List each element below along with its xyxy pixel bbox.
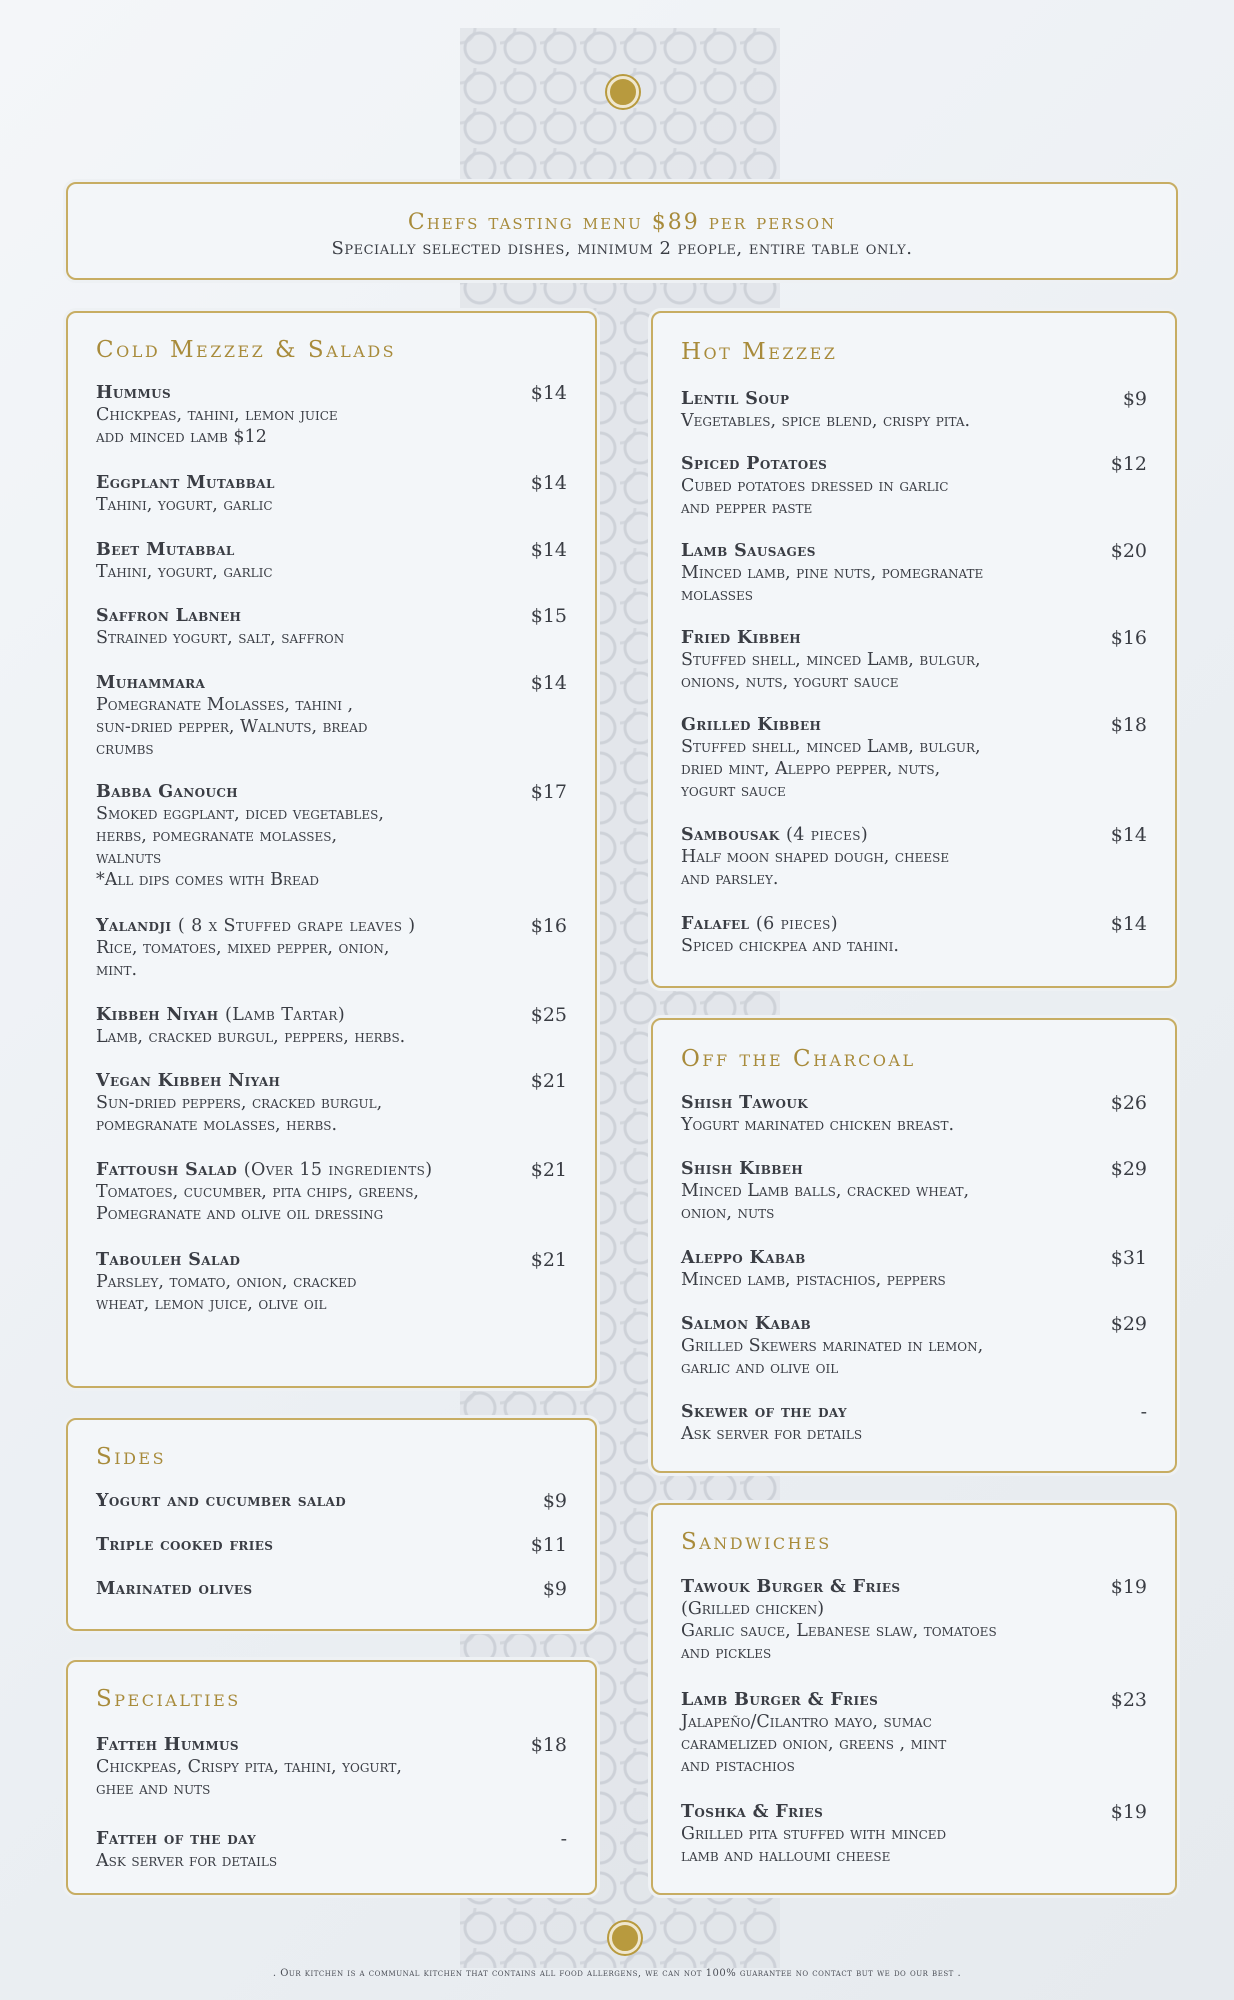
item-name: [681, 1313, 1147, 1335]
item-name: [681, 627, 1147, 649]
item-name: [681, 1576, 1147, 1598]
item-name-text: Shish Kibbeh: [681, 1159, 804, 1179]
menu-item: [681, 1313, 1147, 1379]
item-price: $18: [1110, 714, 1147, 736]
item-description: Strained yogurt, salt, saffron: [96, 628, 345, 648]
item-description: lamb and halloumi cheese: [681, 1846, 891, 1866]
item-name-text: Salmon Kabab: [681, 1314, 812, 1334]
item-name: [681, 540, 1147, 562]
menu-item: [96, 472, 567, 516]
item-price: $9: [542, 1578, 567, 1600]
item-description: Smoked eggplant, diced vegetables,: [96, 804, 384, 824]
item-price: $14: [1110, 824, 1147, 846]
item-price: $21: [530, 1070, 567, 1092]
section-sides: [66, 1418, 597, 1631]
item-name-text: Eggplant Mutabbal: [96, 473, 275, 493]
item-description: caramelized onion, greens , mint: [681, 1734, 947, 1754]
item-name-text: Beet Mutabbal: [96, 540, 235, 560]
item-name-text: Babba Ganouch: [96, 782, 239, 802]
item-price: $14: [530, 472, 567, 494]
item-name-text: Aleppo Kabab: [681, 1248, 806, 1268]
item-name: [96, 472, 567, 494]
item-description: (Grilled chicken): [681, 1599, 825, 1619]
item-name-text: Skewer of the day: [681, 1402, 847, 1422]
menu-item: [681, 1689, 1147, 1777]
section-cold-mezzez: [66, 311, 597, 1388]
menu-item: [96, 1070, 567, 1136]
menu-item: [96, 539, 567, 583]
item-name: [681, 1247, 1147, 1269]
item-price: $31: [1110, 1247, 1147, 1269]
menu-item: [681, 913, 1147, 957]
item-description: onions, nuts, yogurt sauce: [681, 672, 899, 692]
item-description: Lamb, cracked burgul, peppers, herbs.: [96, 1027, 406, 1047]
item-description: ghee and nuts: [96, 1779, 211, 1799]
item-name: [96, 781, 567, 803]
item-name-text: Shish Tawouk: [681, 1093, 809, 1113]
item-description: Minced lamb, pistachios, peppers: [681, 1270, 946, 1290]
item-description: Sun-dried peppers, cracked burgul,: [96, 1093, 383, 1113]
item-description: sun-dried pepper, Walnuts, bread: [96, 717, 368, 737]
section-title: Off the Charcoal: [681, 1046, 916, 1072]
item-price: $16: [1110, 627, 1147, 649]
item-name-text: Triple cooked fries: [96, 1535, 274, 1555]
item-name: [96, 1490, 567, 1512]
menu-item: [96, 605, 567, 649]
menu-item: [681, 627, 1147, 693]
section-title: Cold Mezzez & Salads: [96, 337, 397, 363]
menu-item: [96, 1004, 567, 1048]
item-description: dried mint, Aleppo pepper, nuts,: [681, 759, 941, 779]
item-price: $11: [530, 1534, 567, 1556]
item-name: [96, 915, 567, 937]
item-description: mint.: [96, 960, 138, 980]
item-description: Chickpeas, tahini, lemon juice: [96, 405, 338, 425]
item-price: $26: [1110, 1092, 1147, 1114]
tasting-menu-banner: [66, 182, 1178, 280]
item-description: pomegranate molasses, herbs.: [96, 1115, 338, 1135]
item-name-text: Saffron Labneh: [96, 606, 242, 626]
item-name: [681, 388, 1147, 410]
item-description: Half moon shaped dough, cheese: [681, 847, 950, 867]
item-description: Minced lamb, pine nuts, pomegranate: [681, 563, 984, 583]
item-name: [681, 1801, 1147, 1823]
item-name: [96, 1534, 567, 1556]
item-description: and pickles: [681, 1643, 772, 1663]
section-off-the-charcoal: [651, 1018, 1177, 1473]
item-name: [681, 1092, 1147, 1114]
item-price: -: [1140, 1401, 1147, 1423]
item-name: [681, 714, 1147, 736]
item-price: $14: [530, 382, 567, 404]
menu-item: [681, 388, 1147, 432]
item-price: $20: [1110, 540, 1147, 562]
item-price: $29: [1110, 1158, 1147, 1180]
item-description: Tahini, yogurt, garlic: [96, 562, 273, 582]
menu-item: [681, 1576, 1147, 1664]
item-name: [96, 539, 567, 561]
item-price: $17: [530, 781, 567, 803]
item-note: ( 8 x Stuffed grape leaves ): [177, 916, 416, 936]
item-name-text: Vegan Kibbeh Niyah: [96, 1071, 281, 1091]
menu-item: [96, 382, 567, 448]
menu-item: [681, 1158, 1147, 1224]
menu-item: [96, 781, 567, 891]
menu-item: [96, 1534, 567, 1556]
menu-item: [681, 714, 1147, 802]
menu-item: [96, 1249, 567, 1315]
item-note: (Lamb Tartar): [225, 1005, 346, 1025]
item-name-text: Fattoush Salad: [96, 1160, 238, 1180]
item-name: [96, 1578, 567, 1600]
item-name-text: Tawouk Burger & Fries: [681, 1577, 901, 1597]
item-description: add minced lamb $12: [96, 427, 267, 447]
item-name: [681, 1401, 1147, 1423]
medallion-bottom-icon: [609, 1922, 641, 1954]
item-name: [681, 824, 1147, 846]
section-title: Hot Mezzez: [681, 339, 838, 365]
item-description: and pepper paste: [681, 498, 813, 518]
item-name-text: Yogurt and cucumber salad: [96, 1491, 347, 1511]
item-description: crumbs: [96, 739, 154, 759]
item-name-text: Lamb Sausages: [681, 541, 816, 561]
tasting-menu-subtitle: Specially selected dishes, minimum 2 people, entire table only.: [331, 238, 913, 259]
item-description: Pomegranate and olive oil dressing: [96, 1204, 384, 1224]
item-description: Parsley, tomato, onion, cracked: [96, 1272, 357, 1292]
item-name: [96, 1070, 567, 1092]
item-description: Chickpeas, Crispy pita, tahini, yogurt,: [96, 1757, 402, 1777]
item-description: Grilled pita stuffed with minced: [681, 1824, 947, 1844]
item-description: Tahini, yogurt, garlic: [96, 495, 273, 515]
item-description: Minced Lamb balls, cracked wheat,: [681, 1181, 970, 1201]
item-price: $12: [1110, 453, 1147, 475]
item-price: $21: [530, 1249, 567, 1271]
menu-item: [96, 1578, 567, 1600]
item-name: [96, 1159, 567, 1181]
item-description: Spiced chickpea and tahini.: [681, 936, 899, 956]
item-description: Garlic sauce, Lebanese slaw, tomatoes: [681, 1621, 997, 1641]
item-note: (4 pieces): [786, 825, 869, 845]
item-description: Stuffed shell, minced Lamb, bulgur,: [681, 737, 981, 757]
item-price: $14: [530, 539, 567, 561]
item-description: garlic and olive oil: [681, 1358, 839, 1378]
item-name-text: Grilled Kibbeh: [681, 715, 822, 735]
menu-item: [96, 915, 567, 981]
item-price: $18: [530, 1734, 567, 1756]
item-name-text: Muhammara: [96, 673, 206, 693]
item-description: Tomatoes, cucumber, pita chips, greens,: [96, 1182, 419, 1202]
section-title: Sides: [96, 1444, 167, 1470]
item-description: and pistachios: [681, 1756, 795, 1776]
menu-item: [681, 1401, 1147, 1445]
tasting-menu-title: Chefs tasting menu $89 per person: [407, 210, 837, 235]
section-specialties: [66, 1660, 597, 1895]
item-name-text: Fried Kibbeh: [681, 628, 802, 648]
item-price: $9: [542, 1490, 567, 1512]
medallion-top-icon: [607, 76, 639, 108]
item-price: $19: [1110, 1576, 1147, 1598]
menu-item: [681, 1247, 1147, 1291]
menu-item: [681, 1801, 1147, 1867]
item-name-text: Kibbeh Niyah: [96, 1005, 219, 1025]
item-name-text: Tabouleh Salad: [96, 1250, 241, 1270]
item-price: $16: [530, 915, 567, 937]
item-description: Stuffed shell, minced Lamb, bulgur,: [681, 650, 981, 670]
menu-item: [96, 1828, 567, 1872]
item-description: Jalapeño/Cilantro mayo, sumac: [681, 1712, 932, 1732]
item-price: -: [560, 1828, 567, 1850]
item-price: $23: [1110, 1689, 1147, 1711]
menu-item: [96, 1734, 567, 1800]
item-description: wheat, lemon juice, olive oil: [96, 1294, 327, 1314]
menu-item: [96, 1490, 567, 1512]
item-description: yogurt sauce: [681, 781, 786, 801]
item-description: Ask server for details: [96, 1851, 278, 1871]
item-price: $15: [530, 605, 567, 627]
menu-item: [96, 1159, 567, 1225]
item-name: [681, 1689, 1147, 1711]
item-name: [96, 382, 567, 404]
item-name-text: Falafel: [681, 914, 750, 934]
item-name: [681, 1158, 1147, 1180]
item-description: Rice, tomatoes, mixed pepper, onion,: [96, 938, 390, 958]
item-price: $29: [1110, 1313, 1147, 1335]
item-description: and parsley.: [681, 869, 779, 889]
item-description: Ask server for details: [681, 1424, 863, 1444]
item-name-text: Yalandji: [96, 916, 172, 936]
menu-item: [681, 453, 1147, 519]
item-name-text: Lentil Soup: [681, 389, 790, 409]
item-price: $14: [530, 672, 567, 694]
item-name: [96, 672, 567, 694]
item-name-text: Toshka & Fries: [681, 1802, 824, 1822]
item-description: *All dips comes with Bread: [96, 870, 320, 890]
item-name-text: Hummus: [96, 383, 172, 403]
item-name: [96, 605, 567, 627]
item-note: (6 pieces): [755, 914, 838, 934]
section-title: Sandwiches: [681, 1529, 832, 1555]
item-price: $9: [1122, 388, 1147, 410]
item-description: herbs, pomegranate molasses,: [96, 826, 338, 846]
menu-item: [96, 672, 567, 760]
item-description: Cubed potatoes dressed in garlic: [681, 476, 949, 496]
item-name-text: Spiced Potatoes: [681, 454, 828, 474]
item-description: walnuts: [96, 848, 162, 868]
item-description: Yogurt marinated chicken breast.: [681, 1115, 955, 1135]
allergen-footnote: . Our kitchen is a communal kitchen that contains all food allergens, we can not 100% guarantee no contact but we do our best .: [272, 1968, 962, 1979]
item-price: $25: [530, 1004, 567, 1026]
item-description: molasses: [681, 585, 753, 605]
section-title: Specialties: [96, 1686, 241, 1712]
item-name: [96, 1004, 567, 1026]
section-hot-mezzez: [651, 311, 1177, 988]
item-name: [681, 453, 1147, 475]
item-description: Vegetables, spice blend, crispy pita.: [681, 411, 971, 431]
item-name: [96, 1249, 567, 1271]
item-name-text: Marinated olives: [96, 1579, 253, 1599]
menu-item: [681, 540, 1147, 606]
item-note: (Over 15 ingredients): [243, 1160, 433, 1180]
item-name-text: Sambousak: [681, 825, 780, 845]
menu-item: [681, 824, 1147, 890]
item-description: Grilled Skewers marinated in lemon,: [681, 1336, 984, 1356]
section-sandwiches: [651, 1503, 1177, 1895]
item-name: [96, 1828, 567, 1850]
item-name-text: Lamb Burger & Fries: [681, 1690, 879, 1710]
item-price: $14: [1110, 913, 1147, 935]
item-description: Pomegranate Molasses, tahini ,: [96, 695, 354, 715]
menu-item: [681, 1092, 1147, 1136]
item-name: [681, 913, 1147, 935]
item-name-text: Fatteh of the day: [96, 1829, 257, 1849]
item-description: onion, nuts: [681, 1203, 775, 1223]
item-name-text: Fatteh Hummus: [96, 1735, 239, 1755]
item-name: [96, 1734, 567, 1756]
item-price: $21: [530, 1159, 567, 1181]
item-price: $19: [1110, 1801, 1147, 1823]
